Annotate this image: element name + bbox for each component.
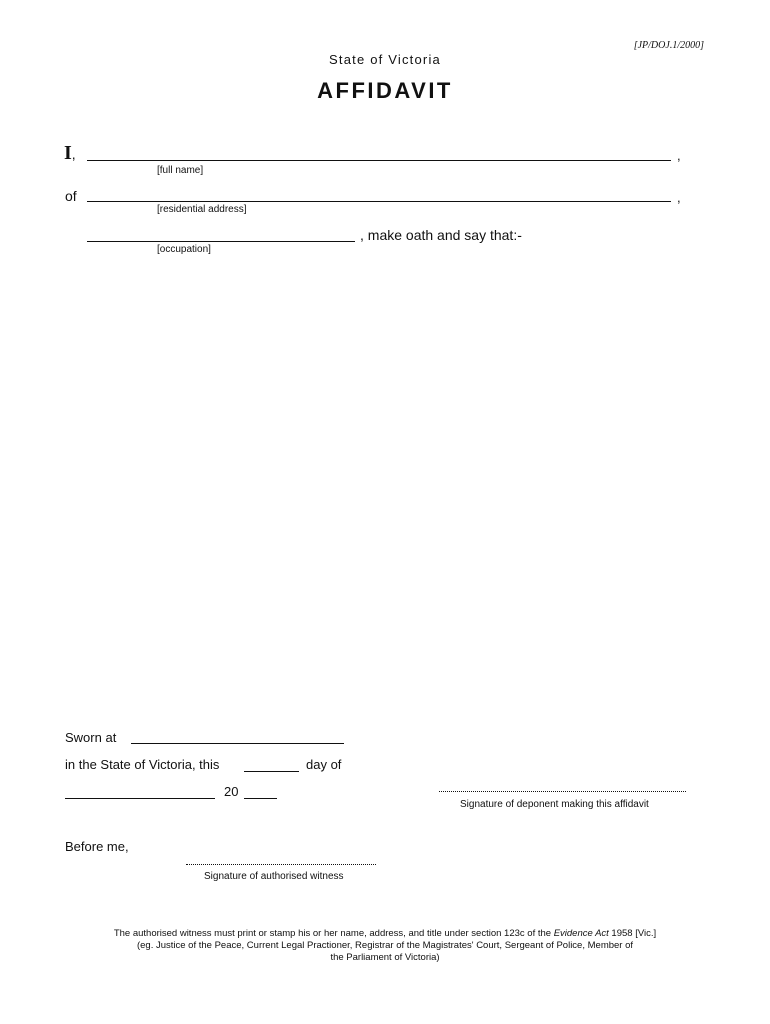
before-me-label: Before me,	[65, 839, 129, 854]
year-field[interactable]	[244, 798, 277, 799]
occupation-field[interactable]	[87, 241, 355, 242]
residential-address-field[interactable]	[87, 201, 671, 202]
day-of-label: day of	[306, 757, 342, 772]
footnote-line-1: The authorised witness must print or stamp his or her name, address, and title under section 123c of the Evidence Act 1958 [Vic.]	[113, 928, 657, 939]
i-label: I,	[64, 142, 76, 164]
sworn-at-field[interactable]	[131, 743, 344, 744]
year-prefix: 20	[224, 784, 239, 799]
of-label: of	[65, 188, 77, 204]
address-caption: [residential address]	[157, 204, 247, 215]
day-field[interactable]	[244, 771, 299, 772]
full-name-field[interactable]	[87, 160, 671, 161]
in-state-label: in the State of Victoria, this	[65, 757, 220, 772]
sworn-at-label: Sworn at	[65, 730, 117, 745]
address-comma: ,	[677, 190, 681, 205]
page-title: AFFIDAVIT	[317, 78, 453, 103]
full-name-caption: [full name]	[157, 165, 204, 176]
month-field[interactable]	[65, 798, 215, 799]
occupation-caption: [occupation]	[157, 244, 211, 255]
footnote-line-2: (eg. Justice of the Peace, Current Legal Practioner, Registrar of the Magistrates' Court, Sergeant of Police, Member of	[136, 940, 634, 951]
state-heading: State of Victoria	[329, 52, 441, 67]
full-name-comma: ,	[677, 148, 681, 163]
deponent-signature-line[interactable]	[439, 791, 686, 792]
form-reference: [JP/DOJ.1/2000]	[633, 40, 704, 51]
oath-text: , make oath and say that:-	[360, 227, 522, 243]
witness-signature-line[interactable]	[186, 864, 376, 865]
witness-footnote	[0, 928, 770, 964]
witness-signature-caption: Signature of authorised witness	[204, 871, 344, 882]
deponent-signature-caption: Signature of deponent making this affidavit	[460, 799, 649, 810]
footnote-line-3: the Parliament of Victoria)	[330, 952, 440, 963]
